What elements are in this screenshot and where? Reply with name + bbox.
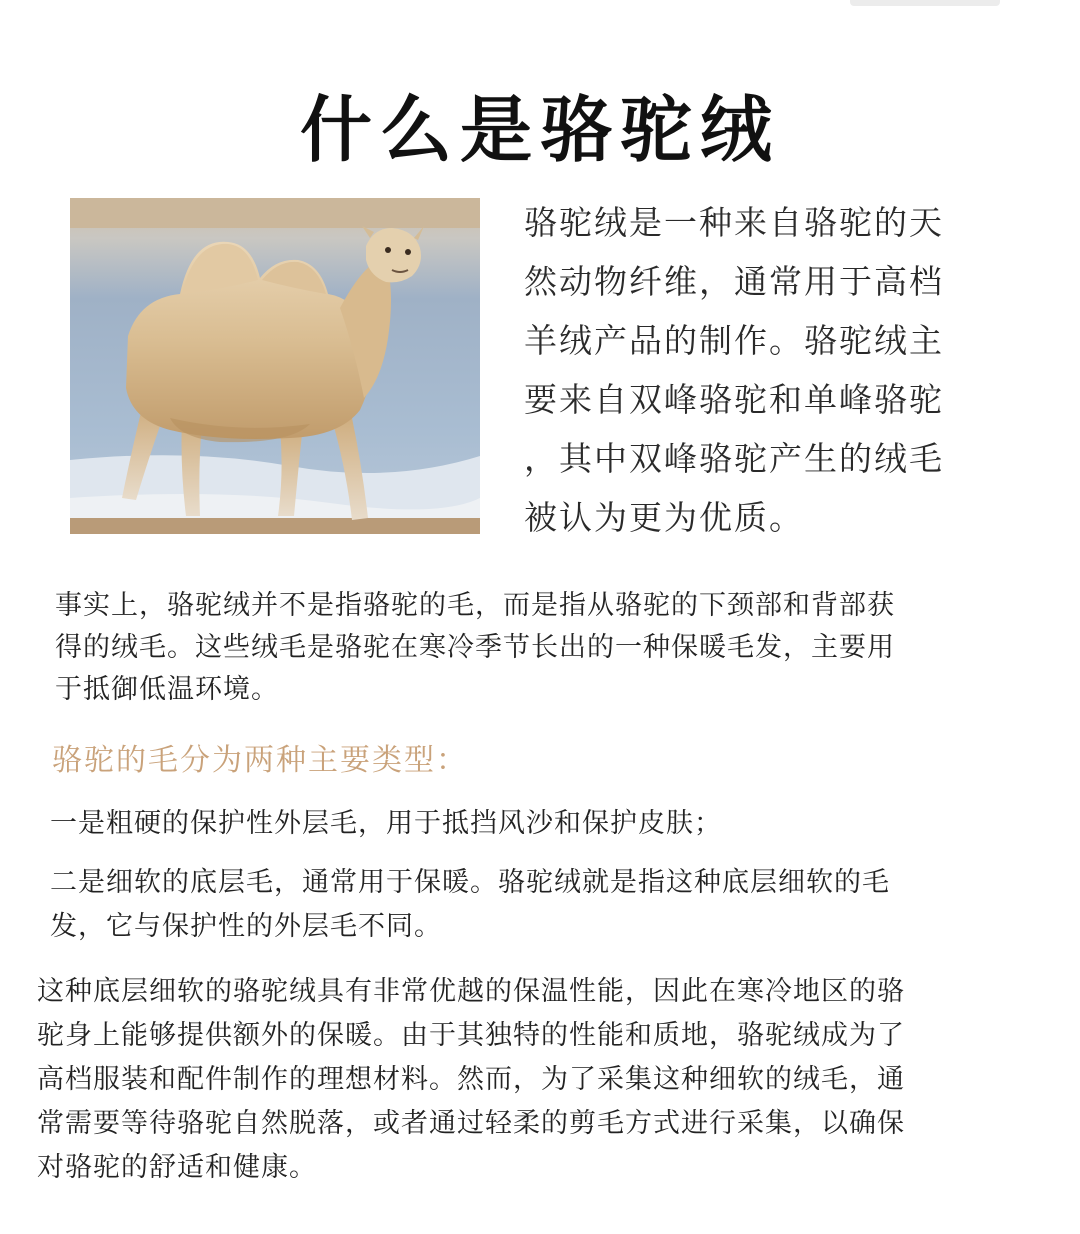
hair-type-two-line: 二是细软的底层毛，通常用于保暖。骆驼绒就是指这种底层细软的毛 — [50, 867, 890, 898]
hair-type-one — [50, 803, 1050, 845]
final-line: 常需要等待骆驼自然脱落，或者通过轻柔的剪毛方式进行采集，以确保 — [37, 1108, 905, 1139]
hair-types-heading: 骆驼的毛分为两种主要类型： — [52, 743, 468, 778]
intro-paragraph — [524, 193, 1004, 547]
camel-photo — [70, 198, 480, 534]
intro-line: 然动物纤维，通常用于高档 — [524, 262, 944, 301]
intro-line: ，其中双峰骆驼产生的绒毛 — [524, 439, 944, 478]
fact-line: 得的绒毛。这些绒毛是骆驼在寒冷季节长出的一种保暖毛发，主要用 — [55, 632, 895, 663]
final-line: 驼身上能够提供额外的保暖。由于其独特的性能和质地，骆驼绒成为了 — [37, 1020, 905, 1051]
final-line: 对骆驼的舒适和健康。 — [37, 1152, 317, 1183]
intro-line: 被认为更为优质。 — [524, 498, 804, 537]
fact-line: 于抵御低温环境。 — [55, 674, 279, 705]
hair-type-two — [50, 861, 1050, 949]
hair-type-two-line: 发，它与保护性的外层毛不同。 — [50, 911, 442, 942]
final-line: 这种底层细软的骆驼绒具有非常优越的保温性能，因此在寒冷地区的骆 — [37, 976, 905, 1007]
intro-line: 要来自双峰骆驼和单峰骆驼 — [524, 380, 944, 419]
final-paragraph — [37, 970, 1057, 1190]
final-line: 高档服装和配件制作的理想材料。然而，为了采集这种细软的绒毛，通 — [37, 1064, 905, 1095]
top-edge-strip — [850, 0, 1000, 6]
page-title: 什么是骆驼绒 — [299, 88, 780, 173]
fact-line: 事实上，骆驼绒并不是指骆驼的毛，而是指从骆驼的下颈部和背部获 — [55, 590, 895, 621]
intro-line: 骆驼绒是一种来自骆驼的天 — [524, 203, 944, 242]
intro-line: 羊绒产品的制作。骆驼绒主 — [524, 321, 944, 360]
hair-type-one-text: 一是粗硬的保护性外层毛，用于抵挡风沙和保护皮肤； — [50, 808, 722, 839]
fact-paragraph — [55, 585, 1045, 711]
